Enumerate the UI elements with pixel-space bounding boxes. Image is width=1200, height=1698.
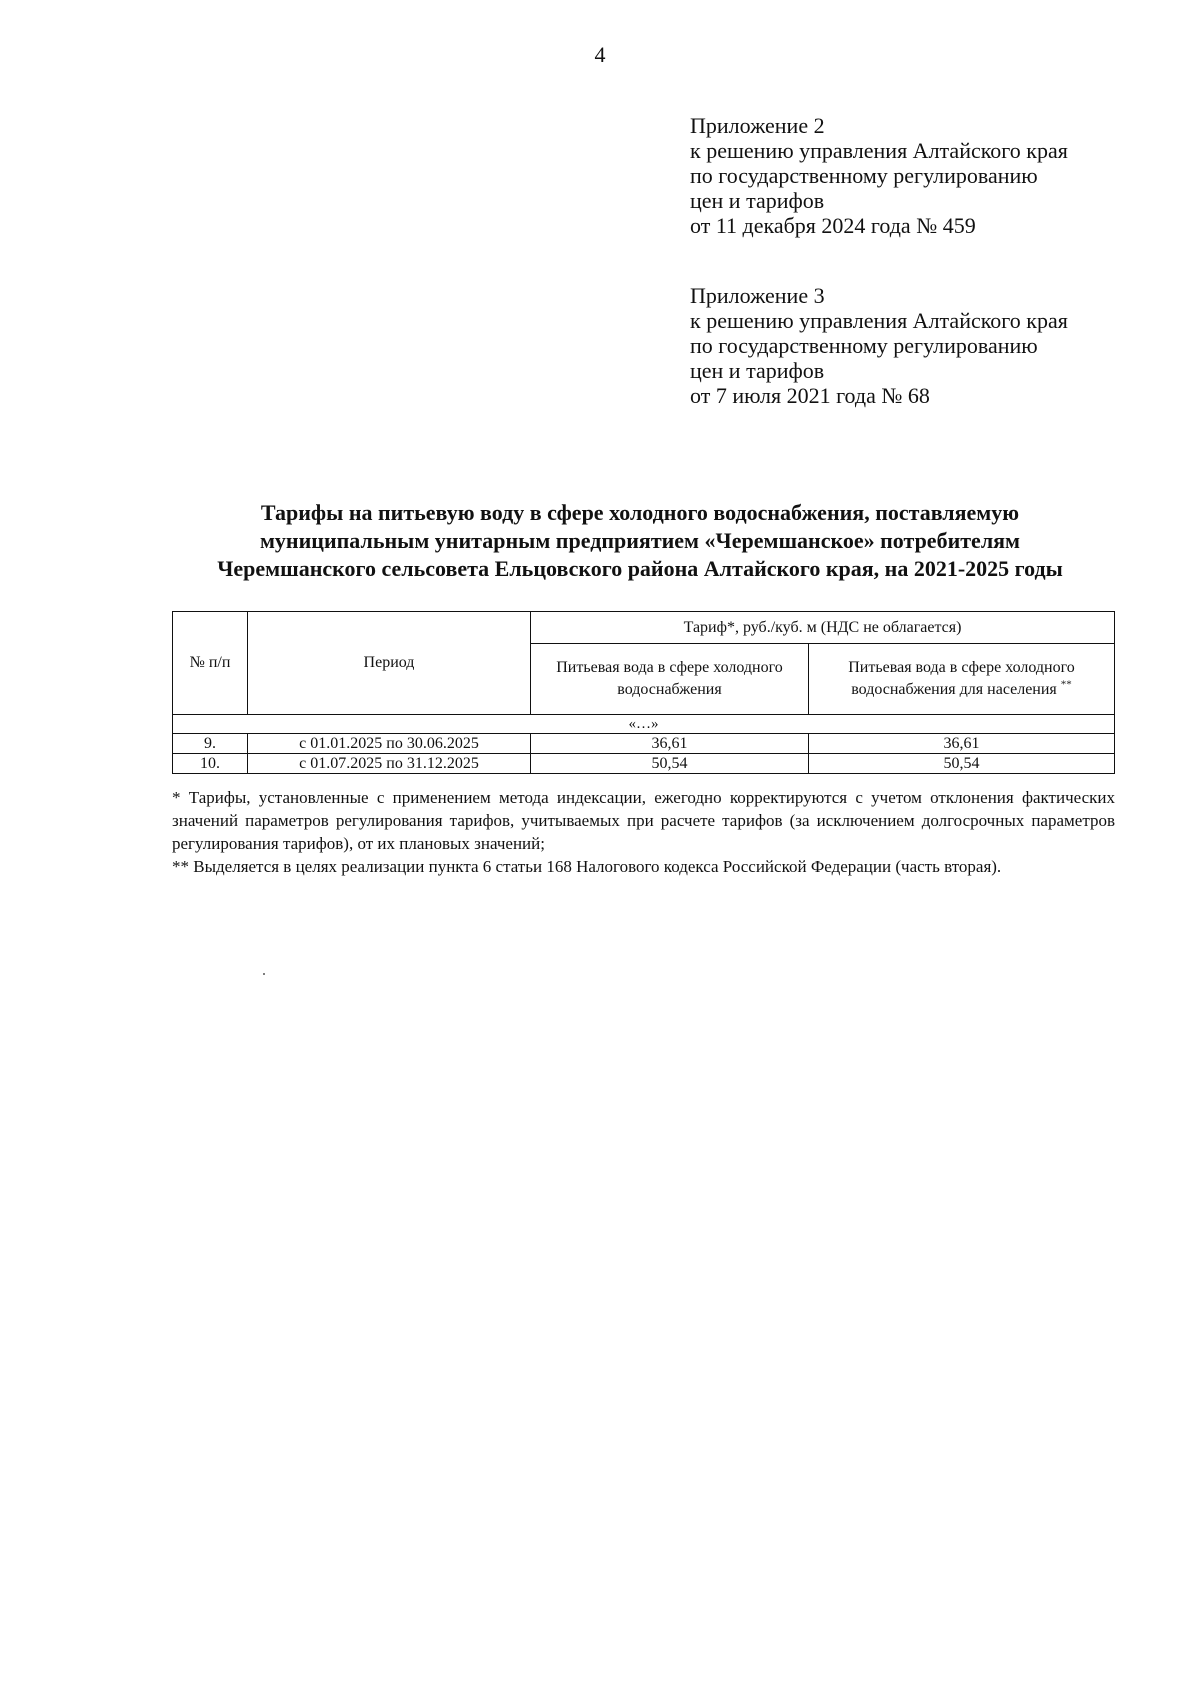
row-period: с 01.07.2025 по 31.12.2025 xyxy=(248,754,531,774)
header-drinking-water: Питьевая вода в сфере холодного водоснабжения xyxy=(531,644,809,715)
row-tariff-drinking-water: 36,61 xyxy=(531,734,809,754)
appendix-3-block xyxy=(690,283,1150,408)
appendix-2-block xyxy=(690,113,1150,238)
title-line: Тарифы на питьевую воду в сфере холодного водоснабжения, поставляемую xyxy=(260,500,1020,525)
appendix-line: к решению управления Алтайского края xyxy=(690,308,1068,333)
appendix-line: по государственному регулированию xyxy=(690,163,1038,188)
footnotes xyxy=(172,786,1115,878)
header-period: Период xyxy=(248,612,531,715)
appendix-line: от 7 июля 2021 года № 68 xyxy=(690,383,930,408)
table-row xyxy=(173,754,1115,774)
page-number: 4 xyxy=(594,42,606,67)
title-line: муниципальным унитарным предприятием «Черемшанское» потребителям xyxy=(259,528,1021,553)
tariff-table xyxy=(172,611,1115,774)
scan-speck xyxy=(263,973,265,975)
header-drinking-water-population xyxy=(809,644,1115,715)
row-tariff-population: 50,54 xyxy=(809,754,1115,774)
omitted-rows-marker: «…» xyxy=(173,715,1115,734)
footnote-vat: ** Выделяется в целях реализации пункта 6 статьи 168 Налогового кодекса Российской Федерации (часть вторая). xyxy=(172,857,1002,876)
header-tariff-group: Тариф*, руб./куб. м (НДС не облагается) xyxy=(531,612,1115,644)
appendix-line: Приложение 2 xyxy=(690,113,825,138)
appendix-line: цен и тарифов xyxy=(690,188,825,213)
appendix-line: цен и тарифов xyxy=(690,358,825,383)
appendix-line: Приложение 3 xyxy=(690,283,825,308)
table-row xyxy=(173,734,1115,754)
footnote-indexation: * Тарифы, установленные с применением метода индексации, ежегодно корректируются с учетом отклонения фактических значений параметров регулирования тарифов, учитываемых при расчете тарифов (за исключением долгосрочных параметров регулирования тарифов), от их плановых значений; xyxy=(172,788,1115,853)
row-tariff-population: 36,61 xyxy=(809,734,1115,754)
footnote-mark: ** xyxy=(1060,678,1072,691)
title-line: Черемшанского сельсовета Ельцовского района Алтайского края, на 2021-2025 годы xyxy=(217,556,1063,581)
header-number: № п/п xyxy=(173,612,248,715)
row-tariff-drinking-water: 50,54 xyxy=(531,754,809,774)
row-number: 10. xyxy=(173,754,248,774)
row-number: 9. xyxy=(173,734,248,754)
appendix-line: от 11 декабря 2024 года № 459 xyxy=(690,213,976,238)
appendix-line: по государственному регулированию xyxy=(690,333,1038,358)
appendix-line: к решению управления Алтайского края xyxy=(690,138,1068,163)
document-title xyxy=(160,499,1120,583)
row-period: с 01.01.2025 по 30.06.2025 xyxy=(248,734,531,754)
header-drinking-water-population-text: Питьевая вода в сфере холодного водоснабжения для населения xyxy=(848,659,1075,698)
